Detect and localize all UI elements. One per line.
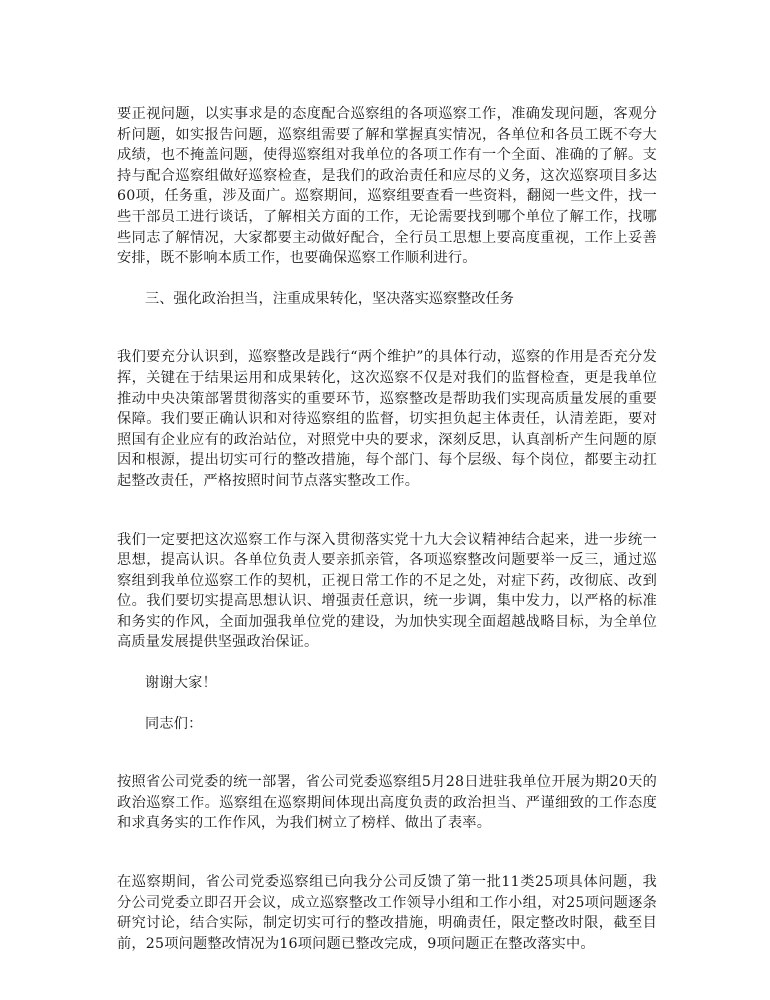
paragraph-cooperation: 要正视问题，以实事求是的态度配合巡察组的各项巡察工作，准确发现问题，客观分析问题，如实报告问题，巡察组需要了解和掌握真实情况，各单位和各员工既不夸大成绩，也不掩盖问题，使得巡察组对我单位的各项工作有一个全面、准确的了解。支持与配合巡察组做好巡察检查，是我们的政治责任和应尽的义务，这次巡察项目多达60项，任务重，涉及面广。巡察期间，巡察组要查看一些资料，翻阅一些文件，找一些干部员工进行谈话，了解相关方面的工作，无论需要找到哪个单位了解工作，找哪些同志了解情况，大家都要主动做好配合，全行员工思想上要高度重视，工作上妥善安排，既不影响本质工作，也要确保巡察工作顺利进行。	[117, 106, 657, 267]
section-heading-3: 三、强化政治担当，注重成果转化，坚决落实巡察整改任务	[145, 290, 514, 307]
thanks-line: 谢谢大家！	[145, 675, 217, 692]
paragraph-rectification: 我们要充分认识到，巡察整改是践行“两个维护”的具体行动，巡察的作用是否充分发挥，关键在于结果运用和成果转化，这次巡察不仅是对我们的监督检查，更是我单位推动中央决策部署贯彻落实的重要环节，巡察整改是帮助我们实现高质量发展的重要保障。我们要正确认识和对待巡察组的监督，切实担负起主体责任，认清差距，要对照国有企业应有的政治站位，对照党中央的要求，深刻反思，认真剖析产生问题的原因和根源，提出切实可行的整改措施，每个部门、每个层级、每个岗位，都要主动扛起整改责任，严格按照时间节点落实整改工作。	[117, 349, 657, 489]
document-body	[117, 104, 657, 954]
paragraph-feedback: 在巡察期间，省公司党委巡察组已向我分公司反馈了第一批11类25项具体问题，我分公司党委立即召开会议，成立巡察整改工作领导小组和工作小组，对25项问题逐条研究讨论，结合实际，制定切实可行的整改措施，明确责任，限定整改时限，截至目前，25项问题整改情况为16项问题已整改完成，9项问题正在整改落实中。	[117, 874, 657, 952]
paragraph-unify-thinking: 我们一定要把这次巡察工作与深入贯彻落实党十九大会议精神结合起来，进一步统一思想，提高认识。各单位负责人要亲抓亲管，各项巡察整改问题要举一反三，通过巡察组到我单位巡察工作的契机，正视日常工作的不足之处，对症下药，改彻底、改到位。我们要切实提高思想认识、增强责任意识，统一步调，集中发力，以严格的标准和务实的作风，全面加强我单位党的建设，为加快实现全面超越战略目标，为全单位高质量发展提供坚强政治保证。	[117, 531, 657, 651]
greeting-line: 同志们：	[145, 715, 203, 732]
paragraph-deployment: 按照省公司党委的统一部署，省公司党委巡察组5月28日进驻我单位开展为期20天的政治巡察工作。巡察组在巡察期间体现出高度负责的政治担当、严谨细致的工作态度和求真务实的工作作风，为我们树立了榜样、做出了表率。	[117, 774, 657, 832]
